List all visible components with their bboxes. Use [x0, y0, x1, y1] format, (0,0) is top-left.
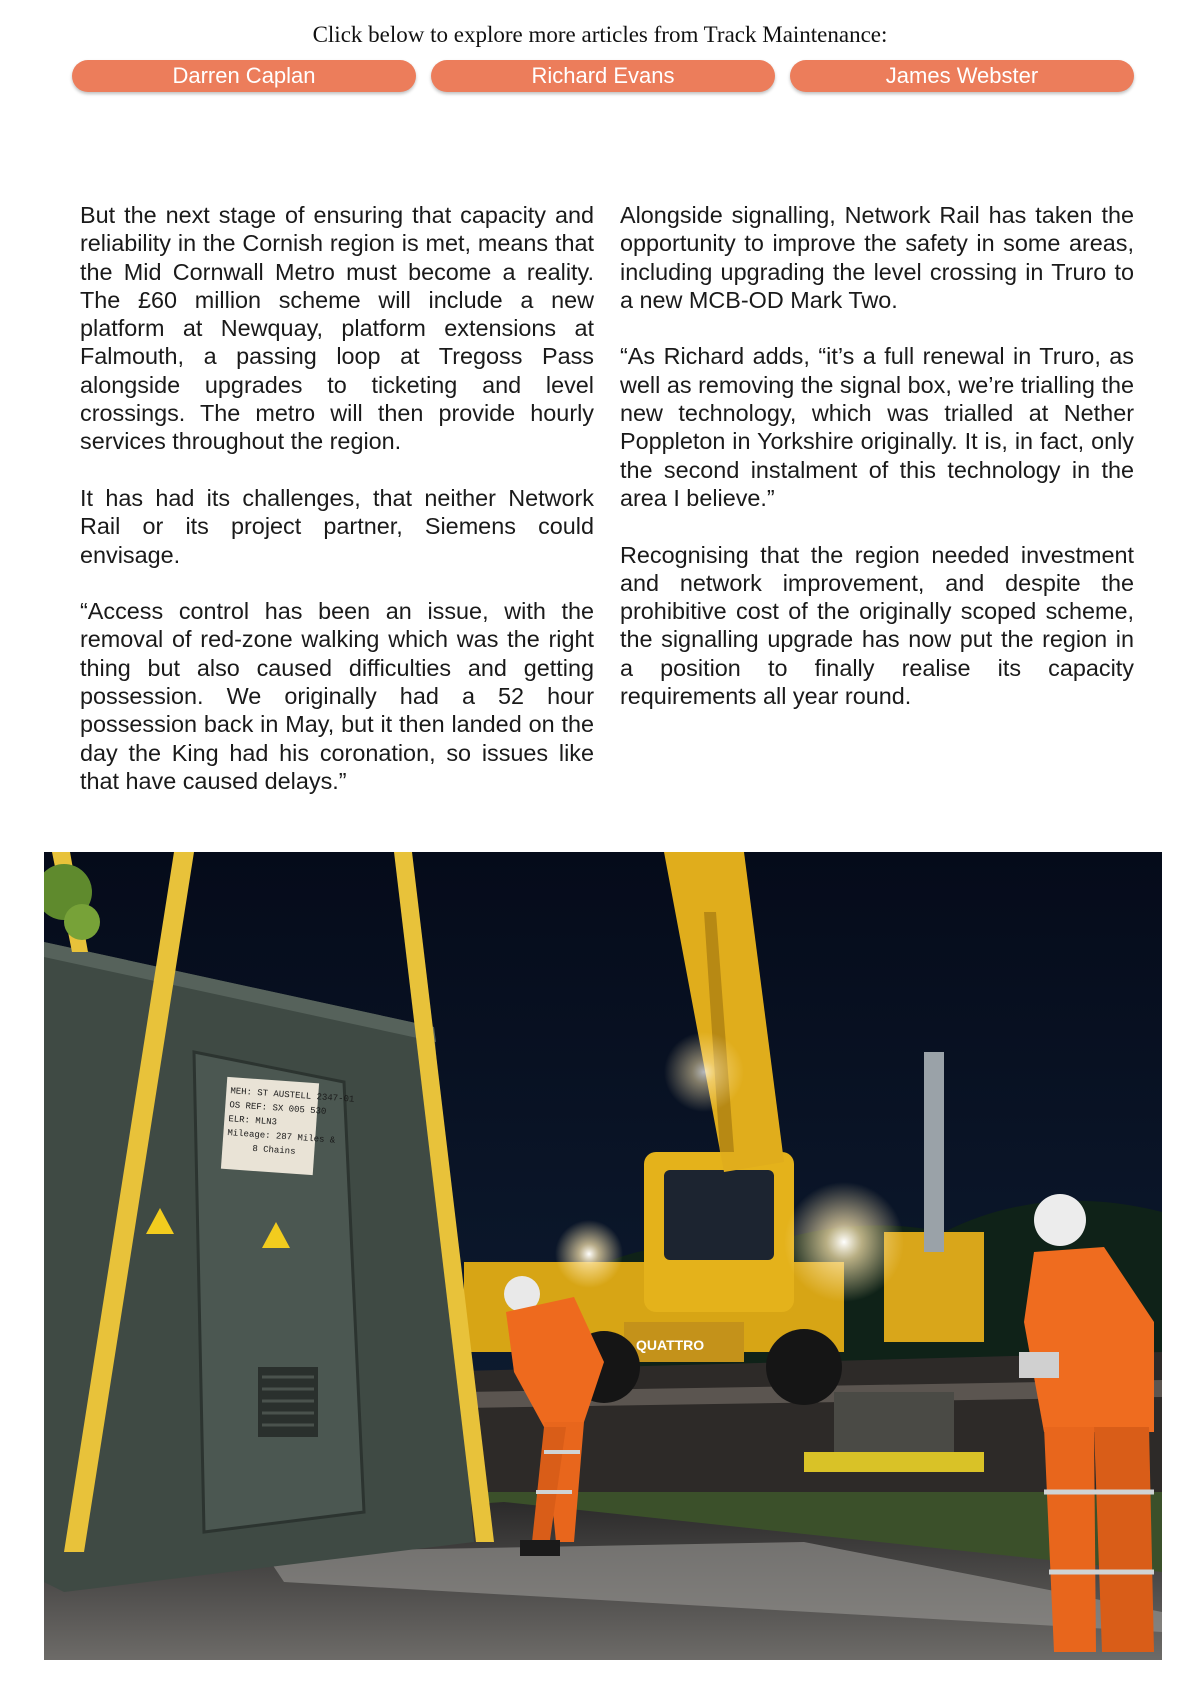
- sign-line: ELR: MLN3: [228, 1114, 278, 1128]
- paragraph: Alongside signalling, Network Rail has taken the opportunity to improve the safety in some areas, including upgrading the level crossing in Truro to a new MCB-OD Mark Two.: [620, 202, 1134, 313]
- sign-line: OS REF: SX 005 530: [229, 1100, 327, 1117]
- crane-brand-label: QUATTRO: [636, 1337, 705, 1353]
- paragraph: “As Richard adds, “it’s a full renewal in Truro, as well as removing the signal box, we’re trialling the new technology, which was trialled at Nether Poppleton in Yorkshire originally. It is, in fact, only the second instalment of this technology in the area I believe.”: [620, 343, 1134, 511]
- article-photo: [44, 852, 1162, 1660]
- paragraph: Recognising that the region needed investment and network improvement, and despite the prohibitive cost of the originally scoped scheme, the signalling upgrade has now put the region in a position to finally realise its capacity requirements all year round.: [620, 541, 1134, 710]
- sign-line: Mileage: 287 Miles &: [227, 1128, 336, 1146]
- paragraph: But the next stage of ensuring that capacity and reliability in the Cornish region is met, means that the Mid Cornwall Metro must become a reality. The £60 million scheme will include a new platform at Newquay, platform extensions at Falmouth, a passing loop at Tregoss Pass alongside upgrades to ticketing and level crossings. The metro will then provide hourly services throughout the region.: [80, 202, 594, 455]
- explore-heading: Click below to explore more articles from Track Maintenance:: [312, 22, 888, 47]
- paragraph: It has had its challenges, that neither Network Rail or its project partner, Siemens could envisage.: [80, 484, 594, 568]
- article-column-right: [620, 201, 1134, 739]
- sign-line: MEH: ST AUSTELL 2347-01: [229, 1086, 355, 1105]
- sign-line: 8 Chains: [252, 1143, 296, 1157]
- night-rail-works-illustration: [44, 852, 1162, 1660]
- author-link-darren-caplan[interactable]: Darren Caplan: [72, 60, 416, 92]
- paragraph: “Access control has been an issue, with the removal of red-zone walking which was the right thing but also caused difficulties and getting possession. We originally had a 52 hour possession back in May, but it then landed on the day the King had his coronation, so issues like that have caused delays.”: [80, 598, 594, 794]
- article-column-left: [80, 201, 594, 824]
- author-link-james-webster[interactable]: James Webster: [790, 60, 1134, 92]
- author-link-richard-evans[interactable]: Richard Evans: [431, 60, 775, 92]
